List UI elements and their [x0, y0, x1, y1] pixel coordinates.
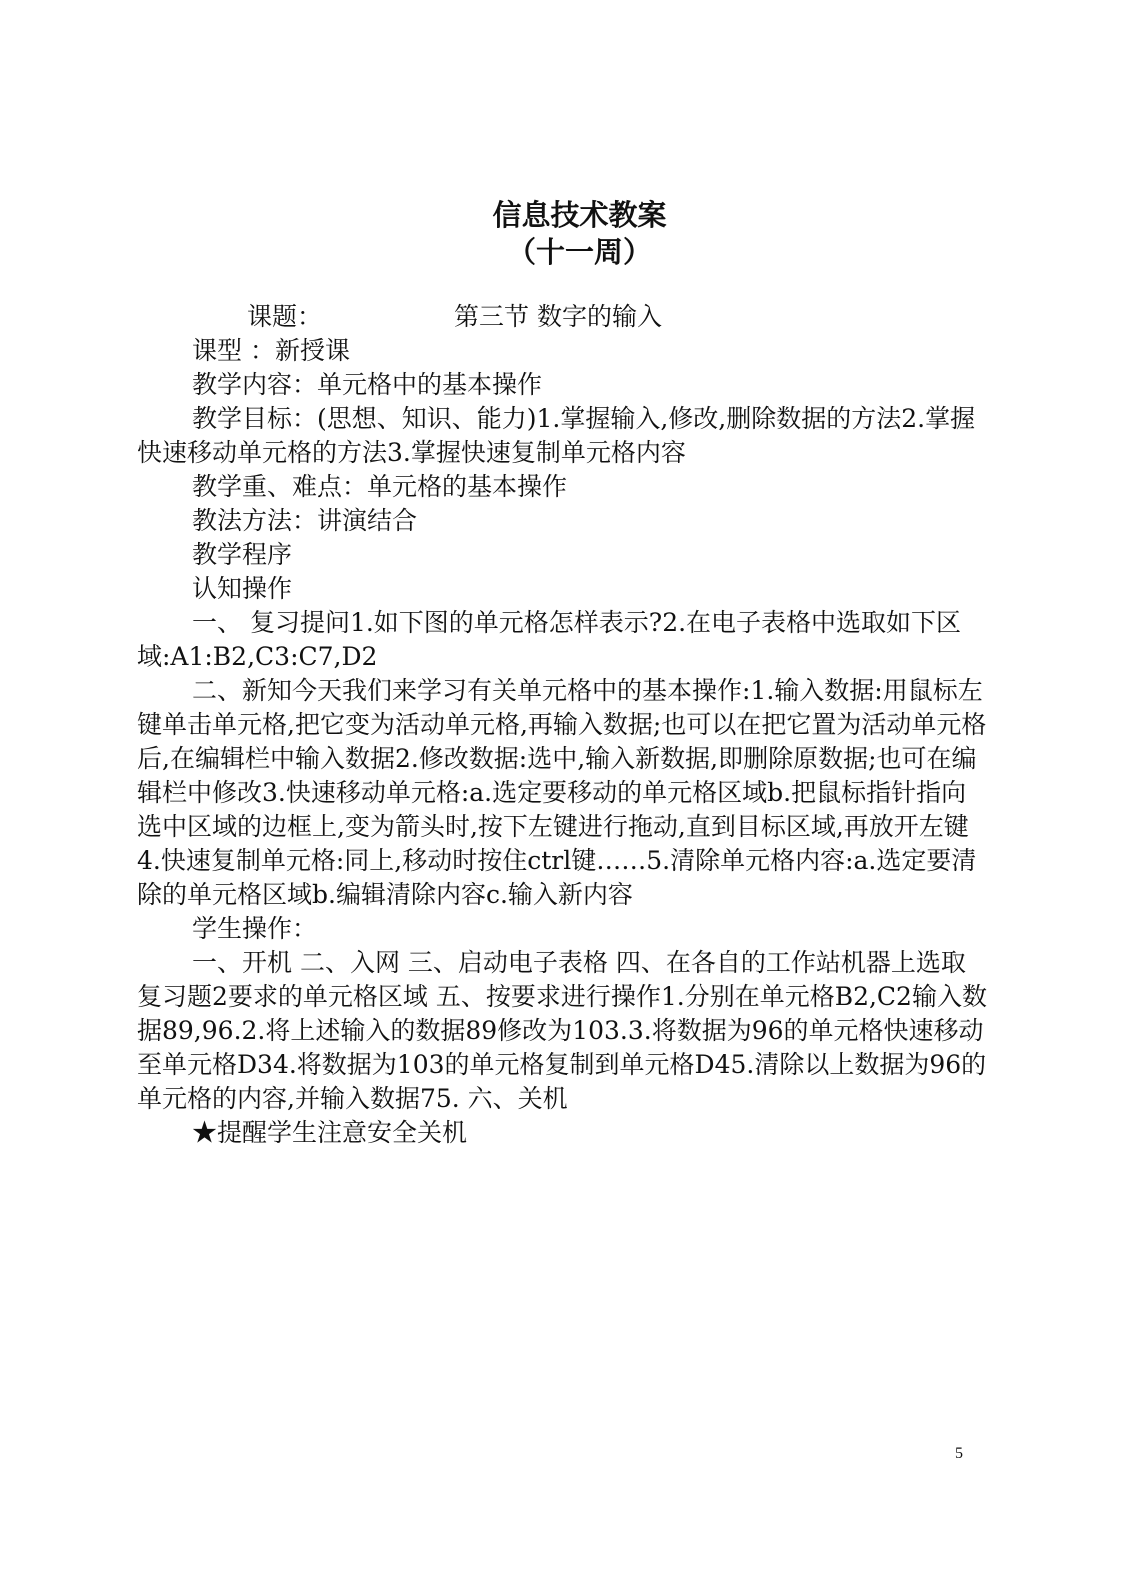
teaching-content: 教学内容：单元格中的基本操作 — [192, 370, 543, 399]
review-questions: 一、 复习提问1.如下图的单元格怎样表示?2.在电子表格中选取如下区域:A1:B2,C3:C7,D2 — [137, 608, 962, 671]
teaching-objectives: 教学目标：(思想、知识、能力)1.掌握输入,修改,删除数据的方法2.掌握快速移动单元格的方法3.掌握快速复制单元格内容 — [137, 404, 976, 467]
document-body — [137, 300, 987, 1150]
key-points: 教学重、难点：单元格的基本操作 — [192, 472, 568, 501]
safety-reminder: ★提醒学生注意安全关机 — [192, 1118, 468, 1147]
topic-label: 课题： — [247, 302, 323, 331]
new-knowledge: 二、新知今天我们来学习有关单元格中的基本操作:1.输入数据:用鼠标左键单击单元格,把它变为活动单元格,再输入数据;也可以在把它置为活动单元格后,在编辑栏中输入数据2.修改数据:选中,输入新数据,即删除原数据;也可在编辑栏中修改3.快速移动单元格:a.选定要移动的单元格区域b.把鼠标指针指向选中区域的边框上,变为箭头时,按下左键进行拖动,直到目标区域,再放开左键4.快速复制单元格:同上,移动时按住ctrl键……5.清除单元格内容:a.选定要清除的单元格区域b.编辑清除内容c.输入新内容 — [137, 676, 987, 909]
teaching-method: 教法方法：讲演结合 — [192, 506, 418, 535]
topic-line — [137, 300, 987, 334]
teaching-procedure-heading: 教学程序 — [192, 540, 293, 569]
cognitive-operation-heading: 认知操作 — [192, 574, 293, 603]
student-operation-heading: 学生操作： — [192, 914, 318, 943]
document-subtitle: （十一周） — [506, 235, 652, 269]
page-number: 5 — [955, 1445, 963, 1462]
topic-value: 第三节 数字的输入 — [454, 302, 662, 331]
lesson-type: 课型 ：新授课 — [192, 336, 350, 365]
student-operation-steps: 一、开机 二、入网 三、启动电子表格 四、在各自的工作站机器上选取复习题2要求的单元格区域 五、按要求进行操作1.分别在单元格B2,C2输入数据89,96.2.将上述输入的数据89修改为103.3.将数据为96的单元格快速移动至单元格D34.将数据为103的单元格复制到单元格D45.清除以上数据为96的单元格的内容,并输入数据75. 六、关机 — [137, 948, 987, 1113]
document-title: 信息技术教案 — [492, 198, 667, 232]
